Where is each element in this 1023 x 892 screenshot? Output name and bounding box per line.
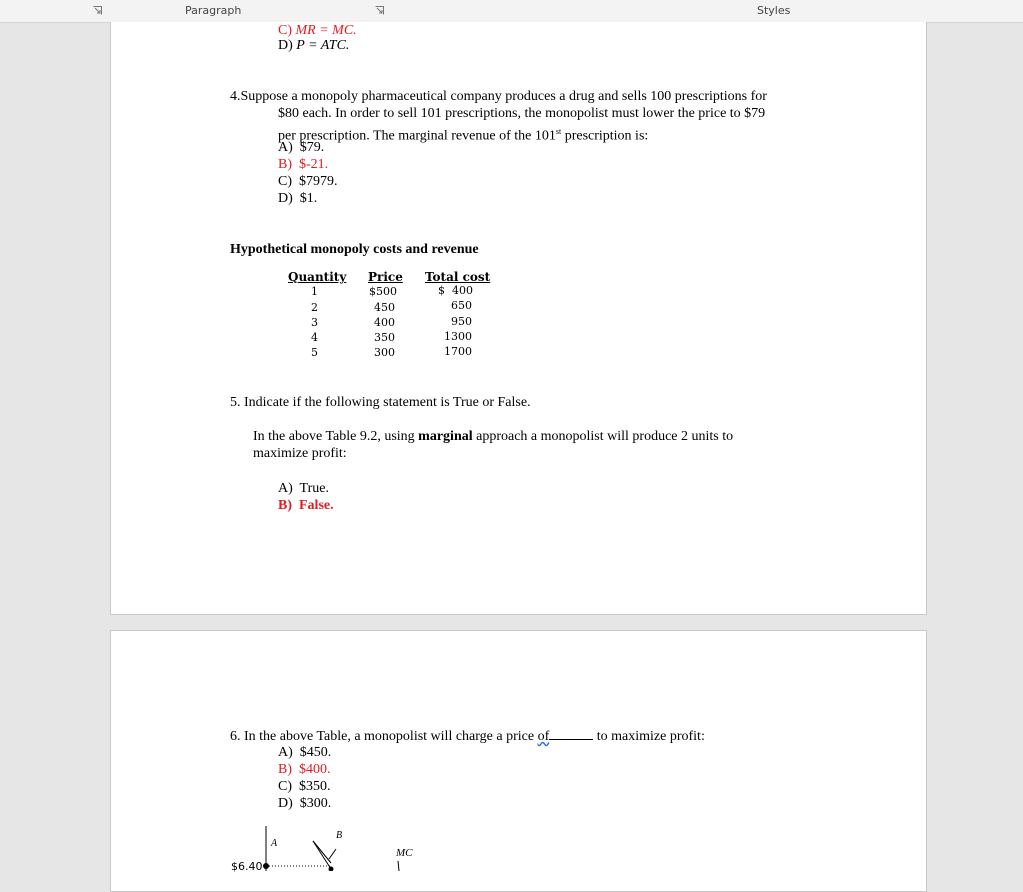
paragraph-group-label: Paragraph [185,4,242,17]
graph-mc-curve [398,861,399,871]
q5-option-a: A) True. [278,481,329,496]
q6-answer-blank [549,727,593,740]
graph-point-a [263,863,269,869]
styles-group-label: Styles [757,4,791,17]
table-cell: 950 [451,315,472,328]
q5-option-b: B) False. [278,498,334,513]
table-cell: $ 400 [438,284,473,297]
q6-option-c: C) $350. [278,779,331,794]
q6-spellcheck-word: of [537,729,550,744]
graph-label-mc: MC [396,847,413,859]
q5-statement-line-2: maximize profit: [253,446,347,461]
table-cell: 1 [311,285,318,298]
q6-option-d: D) $300. [278,796,332,811]
graph-label-b: B [336,830,343,841]
q5-prompt: 5. Indicate if the following statement is True or False. [230,395,531,410]
q4-line-1: 4.Suppose a monopoly pharmaceutical company produces a drug and sells 100 prescriptions for [230,89,767,104]
document-page-1[interactable] [110,22,927,615]
table-cell: 1300 [444,330,472,343]
q6-prompt: 6. In the above Table, a monopolist will charge a price of to maximize profit: [230,729,705,744]
q5-statement-line-1: In the above Table 9.2, using marginal approach a monopolist will produce 2 units to [253,429,734,444]
table-cell: 450 [374,301,395,314]
q4-option-a: A) $79. [278,140,325,155]
paragraph-dialog-launcher-icon[interactable] [375,6,384,15]
graph-price-label: $6.40 [231,860,263,873]
table-cell: 650 [451,299,472,312]
q4-option-b: B) $-21. [278,157,329,172]
table-header-total-cost: Total cost [425,270,491,284]
q6-option-a: A) $450. [278,745,332,760]
font-dialog-launcher-icon[interactable] [93,6,102,15]
table-cell: 2 [311,301,318,314]
graph-demand-line [313,841,331,869]
table-cell: 300 [374,346,395,359]
q4-option-c: C) $7979. [278,174,338,189]
table-cell: 1700 [444,345,472,358]
table-header-price: Price [368,270,403,284]
table-cell: 3 [311,316,318,329]
document-page-2[interactable] [110,630,927,892]
graph-label-a: A [271,838,278,849]
ribbon-bar [0,0,1023,23]
graph-arrow-line [329,849,336,859]
table-header-quantity: Quantity [288,270,347,284]
q6-option-b: B) $400. [278,762,331,777]
table-cell: 400 [374,316,395,329]
table-cell: $500 [369,285,397,298]
table-title: Hypothetical monopoly costs and revenue [230,242,479,257]
table-cell: 350 [374,331,395,344]
q4-superscript: st [555,127,562,136]
table-cell: 4 [311,331,318,344]
graph-mr-line [313,841,331,863]
q4-option-d: D) $1. [278,191,318,206]
q4-line-2: $80 each. In order to sell 101 prescriptions, the monopolist must lower the price to $79 [278,106,766,121]
q3-option-d: D) P = ATC. [278,38,350,53]
q3-option-c: C) MR = MC. [278,23,357,38]
table-cell: 5 [311,346,318,359]
q4-line-3: per prescription. The marginal revenue of the 101st prescription is: [278,127,649,144]
